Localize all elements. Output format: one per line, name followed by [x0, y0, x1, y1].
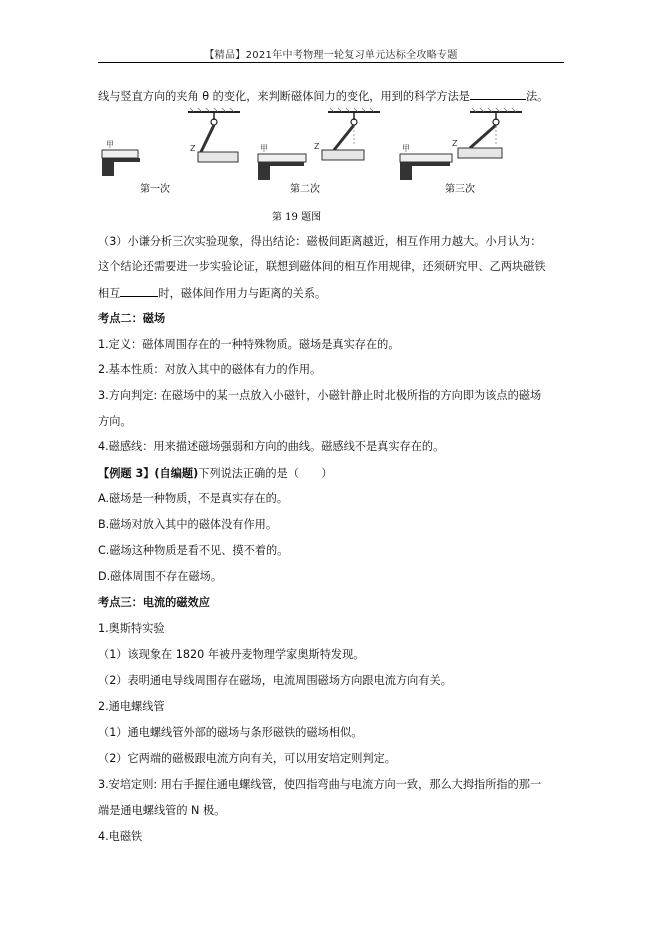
kp3-s1: 1.奥斯特实验 — [98, 622, 165, 635]
option-b: B.磁场对放入其中的磁体没有作用。 — [98, 518, 278, 531]
kp3-s4: 4.电磁铁 — [98, 830, 143, 843]
kp2-heading: 考点二：磁场 — [98, 312, 166, 325]
kp3-heading: 考点三：电流的磁效应 — [98, 596, 210, 609]
header-rule — [98, 62, 564, 63]
intro-line — [98, 88, 548, 105]
caption-3: 第三次 — [445, 184, 475, 195]
kp3-s2b: （2）它两端的磁极跟电流方向有关，可以用安培定则判定。 — [98, 752, 396, 765]
option-c: C.磁场这种物质是看不见、摸不着的。 — [98, 544, 289, 557]
q3-line-2: 这个结论还需要进一步实验论证，联想到磁体间的相互作用规律，还须研究甲、乙两块磁铁 — [98, 260, 546, 273]
example-3 — [98, 466, 332, 482]
svg-text:Z: Z — [314, 142, 320, 151]
option-a: A.磁场是一种物质，不是真实存在的。 — [98, 492, 289, 505]
svg-text:Z: Z — [190, 144, 196, 153]
kp2-item-3-line-1: 3.方向判定: 在磁场中的某一点放入小磁针，小磁针静止时北极所指的方向即为该点的磁场 — [98, 389, 542, 402]
q3-line3-suffix: 时，磁体间作用力与距离的关系。 — [158, 287, 327, 300]
figure-title: 第 19 题图 — [272, 212, 322, 223]
q3-line-3 — [98, 285, 326, 302]
q3-line3-prefix: 相互 — [98, 287, 121, 300]
kp3-s1a: （1）该现象在 1820 年被丹麦物理学家奥斯特发现。 — [98, 648, 365, 661]
option-d: D.磁体周围不存在磁场。 — [98, 570, 223, 583]
method-blank — [470, 88, 526, 100]
kp3-s1b: （2）表明通电导线周围存在磁场，电流周围磁场方向跟电流方向有关。 — [98, 674, 452, 687]
caption-2: 第二次 — [290, 184, 320, 195]
intro-text: 线与竖直方向的夹角 θ 的变化，来判断磁体间力的变化，用到的科学方法是 — [98, 90, 470, 103]
kp2-item-3-line-2: 方向。 — [98, 415, 132, 428]
kp2-item-4: 4.磁感线：用来描述磁场强弱和方向的曲线。磁感线不是真实存在的。 — [98, 440, 445, 453]
svg-text:Z: Z — [452, 139, 458, 148]
kp3-s3-line-1: 3.安培定则: 用右手握住通电螺线管，使四指弯曲与电流方向一致，那么大拇指所指的那一 — [98, 778, 542, 791]
kp3-s2: 2.通电螺线管 — [98, 700, 165, 713]
example-3-label: 【例题 3】(自编题) — [98, 467, 199, 480]
page-header: 【精品】2021年中考物理一轮复习单元达标全攻略专题 — [204, 50, 458, 61]
setup-1 — [102, 108, 240, 195]
label-jia-1: 甲 — [106, 140, 114, 149]
kp2-item-1: 1.定义：磁体周围存在的一种特殊物质。磁场是真实存在的。 — [98, 338, 400, 351]
q3-line-1: （3）小谦分析三次实验现象，得出结论：磁极间距离越近，相互作用力越大。小月认为： — [98, 235, 542, 248]
label-jia-3: 甲 — [402, 144, 410, 153]
label-jia-2: 甲 — [260, 144, 268, 153]
setup-3 — [400, 108, 522, 195]
example-3-question: 下列说法正确的是（ ） — [198, 467, 333, 480]
intro-suffix: 法。 — [525, 90, 549, 103]
experiment-figure — [100, 106, 570, 226]
q3-blank — [120, 285, 158, 297]
kp3-s2a: （1）通电螺线管外部的磁场与条形磁铁的磁场相似。 — [98, 726, 363, 739]
kp3-s3-line-2: 端是通电螺线管的 N 极。 — [98, 804, 226, 817]
setup-2 — [258, 108, 380, 195]
kp2-item-2: 2.基本性质：对放入其中的磁体有力的作用。 — [98, 363, 322, 376]
caption-1: 第一次 — [140, 184, 170, 195]
